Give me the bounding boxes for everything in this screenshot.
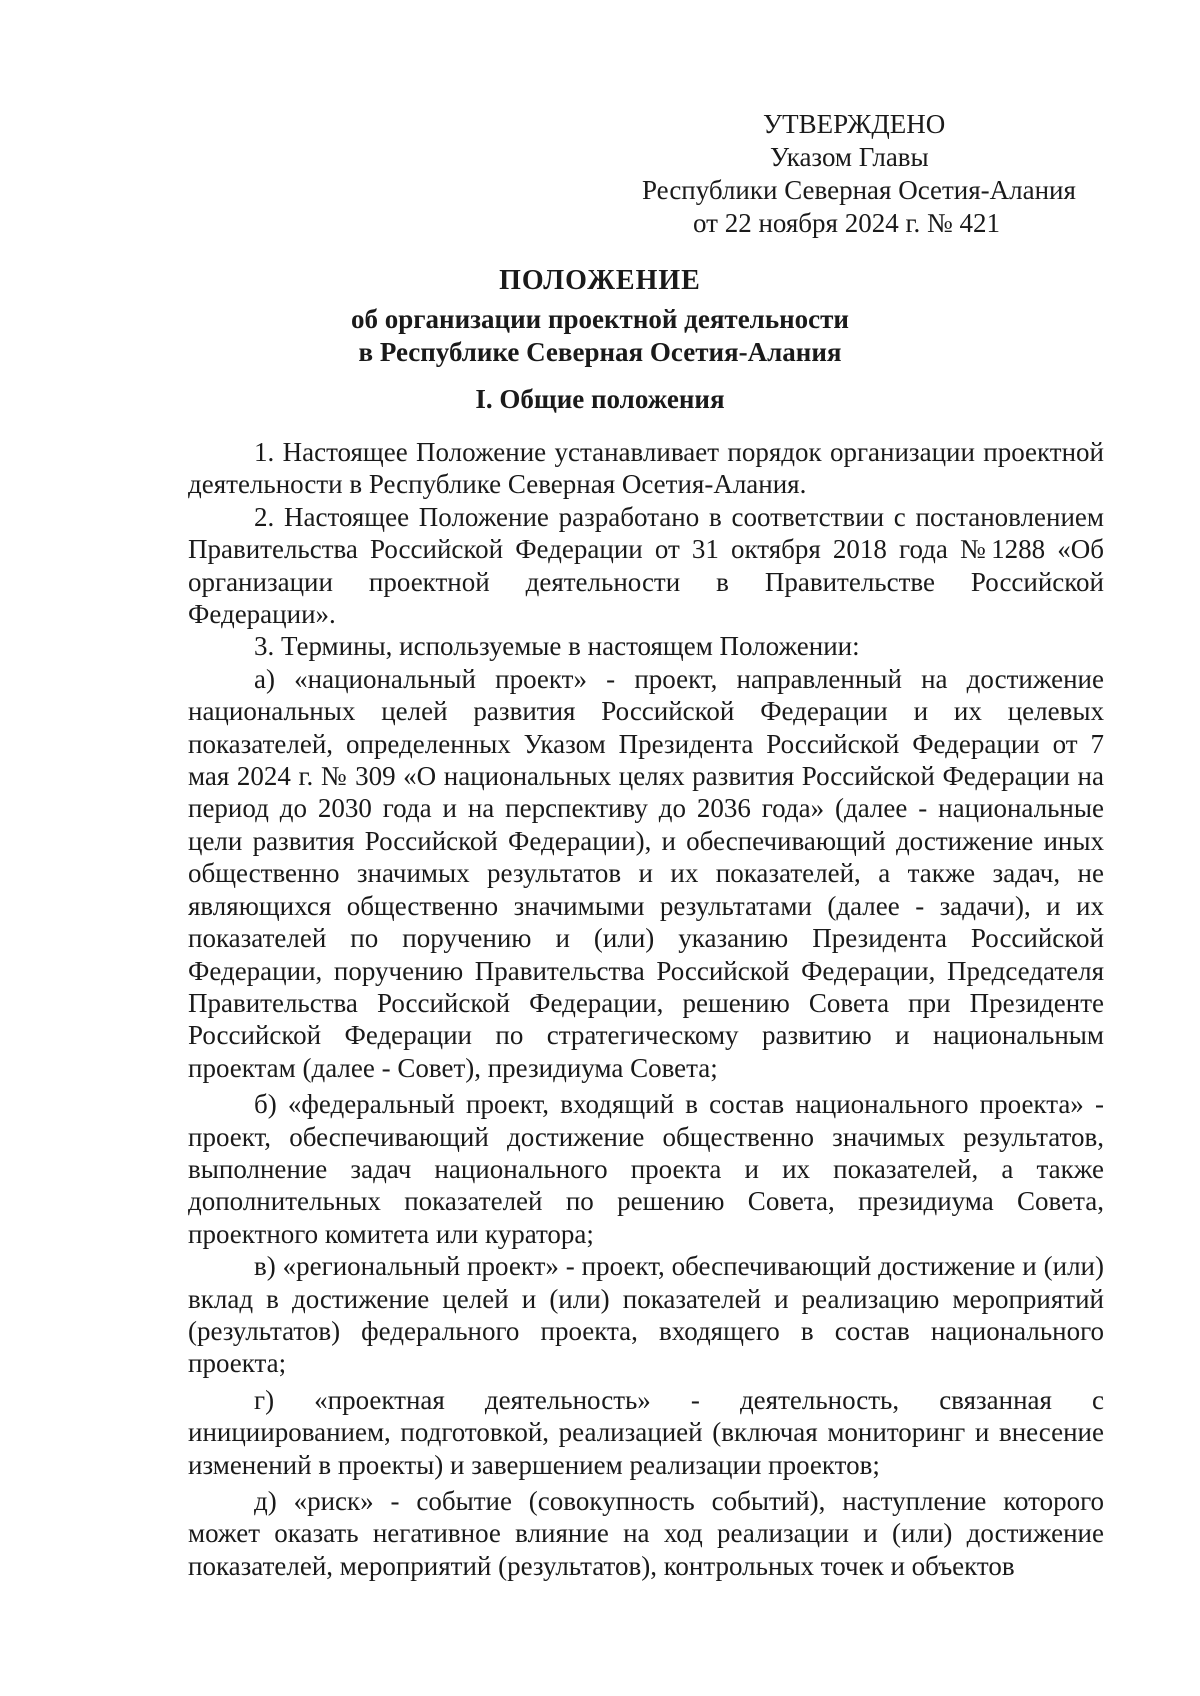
document-heading [0, 264, 1200, 369]
approval-line-2: Указом Главы [770, 142, 929, 172]
section-heading: I. Общие положения [475, 384, 725, 414]
document-title: ПОЛОЖЕНИЕ [499, 265, 701, 296]
paragraph-3d: д) «риск» - событие (совокупность событий), наступление которого может оказать негативное влияние на ход реализации и (или) достижение показателей, мероприятий (результатов), контрольных точек и объектов [188, 1486, 1104, 1581]
paragraph-3v: в) «региональный проект» - проект, обеспечивающий достижение и (или) вклад в достижение целей и (или) показателей и реализацию мероприятий (результатов) федерального проекта, входящего в состав национального проекта; [188, 1251, 1104, 1379]
document-subtitle-2: в Республике Северная Осетия-Алания [358, 337, 842, 367]
paragraph-2: 2. Настоящее Положение разработано в соответствии с постановлением Правительства Российской Федерации от 31 октября 2018 года №1288 «Об организации проектной деятельности в Правительстве Российской Федерации». [188, 501, 1104, 630]
approval-line-3: Республики Северная Осетия-Алания [642, 175, 1076, 205]
approval-line-1: УТВЕРЖДЕНО [763, 109, 946, 139]
paragraph-1: 1. Настоящее Положение устанавливает порядок организации проектной деятельности в Республике Северная Осетия-Алания. [188, 437, 1104, 500]
paragraph-3b: б) «федеральный проект, входящий в состав национального проекта» - проект, обеспечивающий достижение общественно значимых результатов, выполнение задач национального проекта и их показателей, а также дополнительных показателей по решению Совета, президиума Совета, проектного комитета или куратора; [188, 1089, 1104, 1249]
paragraph-3a: а) «национальный проект» - проект, направленный на достижение национальных целей развития Российской Федерации и их целевых показателей, определенных Указом Президента Российской Федерации от 7 мая 2024 г. № 309 «О национальных целях развития Российской Федерации на период до 2030 года и на перспективу до 2036 года» (далее - национальные цели развития Российской Федерации), и обеспечивающий достижение иных общественно значимых результатов и их показателей, а также задач, не являющихся общественно значимыми результатами (далее - задачи), и их показателей по поручению и (или) указанию Президента Российской Федерации, поручению Правительства Российской Федерации, Председателя Правительства Российской Федерации, решению Совета при Президенте Российской Федерации по стратегическому развитию и национальным проектам (далее - Совет), президиума Совета; [188, 663, 1104, 1083]
document-body [188, 436, 1104, 1582]
paragraph-3g: г) «проектная деятельность» - деятельность, связанная с инициированием, подготовкой, реализацией (включая мониторинг и внесение изменений в проекты) и завершением реализации проектов; [188, 1384, 1104, 1480]
approval-stamp [590, 108, 1110, 240]
document-subtitle-1: об организации проектной деятельности [351, 304, 849, 334]
paragraph-3: 3. Термины, используемые в настоящем Положении: [254, 631, 860, 662]
approval-line-4: от 22 ноября 2024 г. № 421 [693, 208, 1000, 238]
